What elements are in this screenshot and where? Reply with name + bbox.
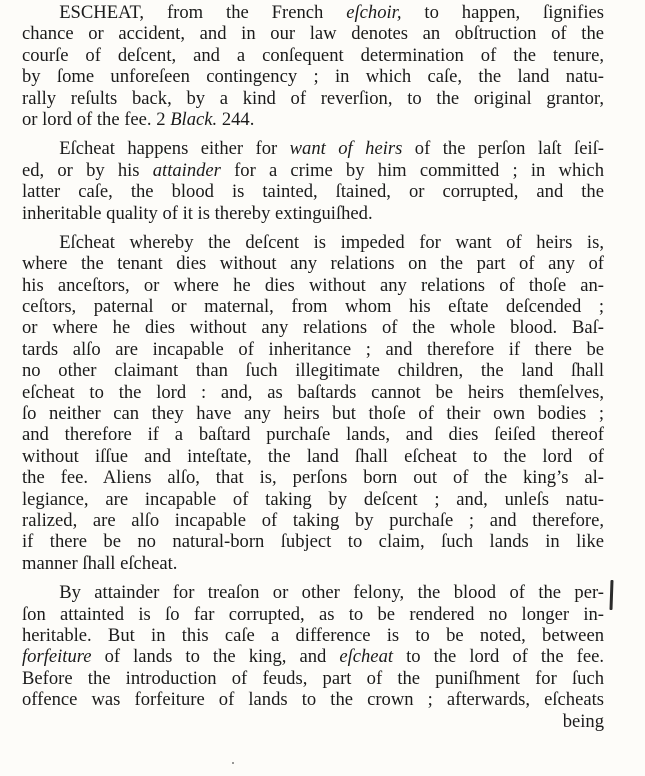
text-run: of the perſon laſt ſeiſ- bbox=[402, 138, 604, 160]
text-line bbox=[22, 446, 604, 467]
text-run: to happen, ſignifies bbox=[401, 2, 604, 23]
text-run: his anceſtors, or where he dies without any relations of thoſe an- bbox=[22, 274, 604, 296]
text-line bbox=[22, 625, 604, 646]
text-line bbox=[22, 203, 604, 224]
paragraph bbox=[22, 138, 604, 224]
text-line bbox=[22, 181, 604, 202]
paper-speck bbox=[232, 762, 234, 764]
text-line bbox=[22, 510, 604, 531]
text-line bbox=[22, 2, 604, 23]
paragraph bbox=[22, 232, 604, 574]
text-line bbox=[22, 582, 604, 603]
text-line bbox=[22, 45, 604, 66]
text-run: eſcheat to the lord : and, as baſtards cannot be heirs themſelves, bbox=[22, 381, 604, 403]
text-line bbox=[22, 317, 604, 338]
text-run: ſon attainted is ſo far corrupted, as to be rendered no longer in- bbox=[22, 603, 604, 625]
text-run: tards alſo are incapable of inheritance ; and therefore if there be bbox=[22, 338, 604, 360]
text-run: chance or accident, and in our law denotes an obſtruction of the bbox=[22, 23, 604, 45]
text-run: or lord of the fee. 2 bbox=[22, 108, 171, 130]
text-line bbox=[22, 424, 604, 445]
italic-term: attainder bbox=[152, 159, 221, 181]
text-line bbox=[22, 275, 604, 296]
italic-term: want of heirs bbox=[289, 138, 403, 160]
text-run: Before the introduction of feuds, part of the puniſhment for ſuch bbox=[22, 667, 604, 689]
text-run: ESCHEAT, from the French bbox=[59, 2, 347, 23]
text-line bbox=[22, 646, 604, 667]
text-run: to the lord of the fee. bbox=[393, 646, 604, 668]
text-run: ceſtors, paternal or maternal, from whom his eſtate deſcended ; bbox=[22, 296, 604, 318]
text-line bbox=[22, 23, 604, 44]
text-line bbox=[22, 668, 604, 689]
text-run: for a crime by him committed ; in which bbox=[220, 159, 604, 181]
text-run: inheritable quality of it is thereby extinguiſhed. bbox=[22, 202, 373, 224]
text-run: By attainder for treaſon or other felony, the blood of the per- bbox=[59, 582, 604, 604]
italic-term: eſchoir, bbox=[346, 2, 402, 23]
text-run: ſo neither can they have any heirs but thoſe of their own bodies ; bbox=[22, 403, 604, 425]
text-line bbox=[22, 689, 604, 710]
text-run: manner ſhall eſcheat. bbox=[22, 552, 178, 574]
text-line bbox=[22, 403, 604, 424]
text-run: by ſome unforeſeen contingency ; in which caſe, the land natu- bbox=[22, 66, 604, 88]
margin-mark bbox=[609, 580, 613, 610]
text-run: ralized, are alſo incapable of taking by purchaſe ; and therefore, bbox=[22, 509, 604, 531]
text-run: latter caſe, the blood is tainted, ſtained, or corrupted, and the bbox=[22, 181, 604, 203]
italic-term: Black. bbox=[170, 108, 218, 130]
text-line bbox=[22, 138, 604, 159]
text-run: offence was forfeiture of lands to the crown ; afterwards, eſcheats bbox=[22, 689, 604, 711]
text-line bbox=[22, 232, 604, 253]
text-line bbox=[22, 296, 604, 317]
text-line bbox=[22, 253, 604, 274]
text-run: courſe of deſcent, and a conſequent determination of the tenure, bbox=[22, 44, 604, 66]
text-run: the fee. Aliens alſo, that is, perſons born out of the king’s al- bbox=[22, 467, 604, 489]
text-run: legiance, are incapable of taking by deſcent ; and, unleſs natu- bbox=[22, 488, 604, 510]
text-run: and therefore if a baſtard purchaſe lands, and dies ſeiſed thereof bbox=[22, 424, 604, 446]
catchword: being bbox=[562, 710, 604, 732]
text-run: ed, or by his bbox=[22, 159, 153, 181]
text-line bbox=[22, 553, 604, 574]
text-run: if there be no natural-born ſubject to claim, ſuch lands in like bbox=[22, 531, 604, 553]
text-line bbox=[22, 88, 604, 109]
text-line bbox=[22, 604, 604, 625]
text-run: or where he dies without any relations of the whole blood. Baſ- bbox=[22, 317, 604, 339]
text-line bbox=[22, 160, 604, 181]
text-line bbox=[22, 531, 604, 552]
text-run: of lands to the king, and bbox=[91, 646, 340, 668]
text-line bbox=[22, 489, 604, 510]
text-run: 244. bbox=[217, 108, 255, 130]
text-line bbox=[22, 339, 604, 360]
text-run: Eſcheat whereby the deſcent is impeded for want of heirs is, bbox=[59, 231, 604, 253]
text-line bbox=[22, 66, 604, 87]
text-line bbox=[22, 467, 604, 488]
text-run: where the tenant dies without any relations on the part of any of bbox=[22, 253, 604, 275]
text-line bbox=[22, 382, 604, 403]
paragraph bbox=[22, 2, 604, 130]
text-run: no other claimant than ſuch illegitimate children, the land ſhall bbox=[22, 360, 604, 382]
text-run: without iſſue and inteſtate, the land ſhall eſcheat to the lord of bbox=[22, 445, 604, 467]
text-line bbox=[22, 360, 604, 381]
text-run: rally reſults back, by a kind of reverſion, to the original grantor, bbox=[22, 87, 604, 109]
text-run: Eſcheat happens either for bbox=[59, 138, 290, 160]
italic-term: forfeiture bbox=[22, 646, 92, 668]
body-text bbox=[22, 2, 604, 732]
text-run: heritable. But in this caſe a difference is to be noted, between bbox=[22, 624, 604, 646]
text-line bbox=[22, 109, 604, 130]
italic-term: eſcheat bbox=[339, 646, 394, 668]
paragraph-gap bbox=[22, 130, 604, 138]
paragraph bbox=[22, 582, 604, 710]
paragraph-gap bbox=[22, 574, 604, 582]
paragraph-gap bbox=[22, 224, 604, 232]
